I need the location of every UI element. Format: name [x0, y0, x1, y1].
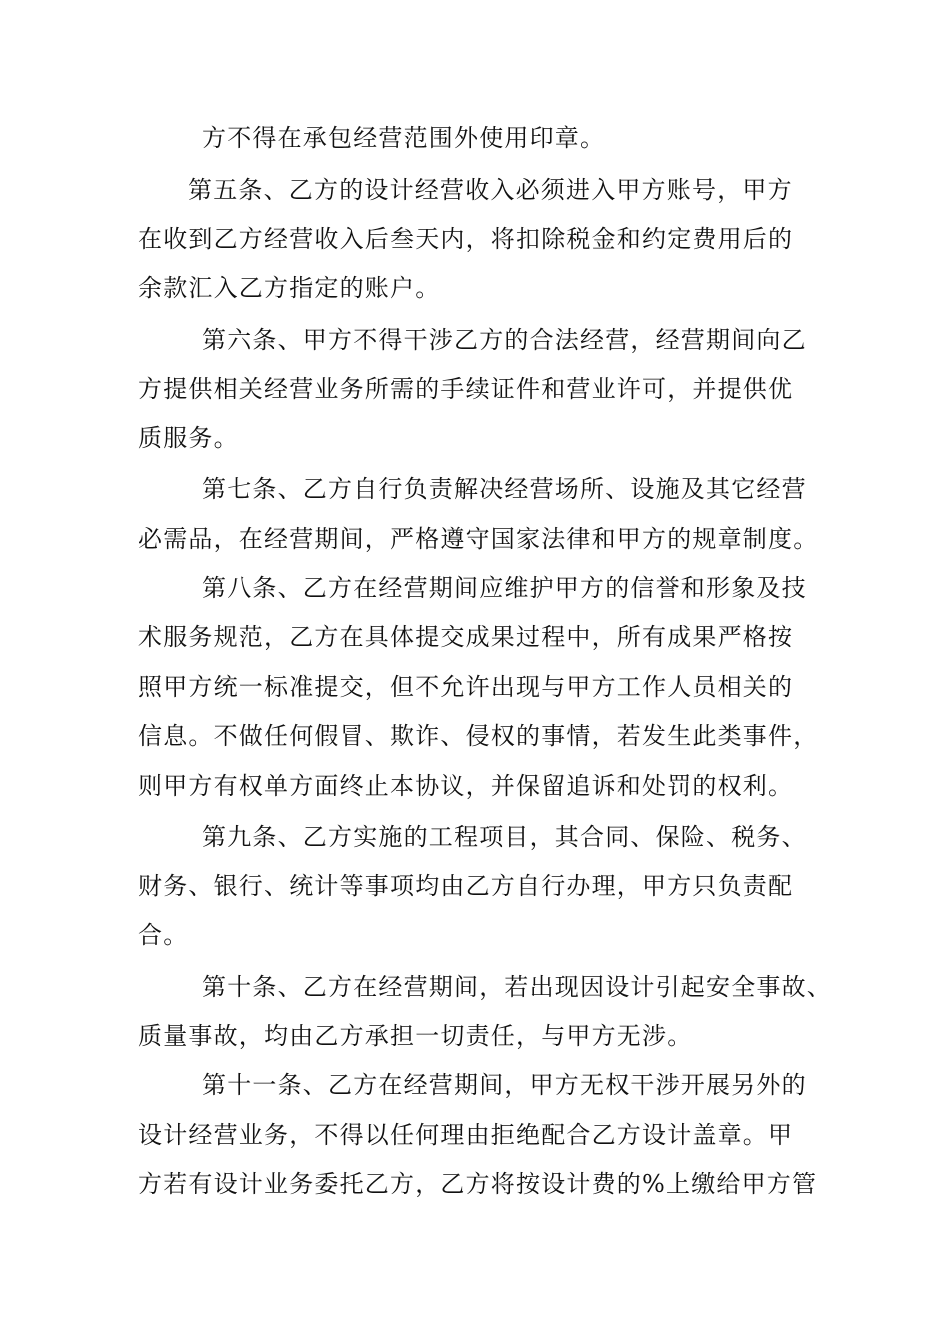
text-line: 信息。不做任何假冒、欺诈、侵权的事情，若发生此类事件，: [138, 722, 819, 750]
text-line: 第七条、乙方自行负责解决经营场所、设施及其它经营: [202, 475, 807, 503]
text-line: 方不得在承包经营范围外使用印章。: [202, 124, 606, 152]
text-line: 照甲方统一标准提交，但不允许出现与甲方工作人员相关的: [138, 673, 794, 701]
text-line: 第五条、乙方的设计经营收入必须进入甲方账号，甲方: [188, 176, 793, 204]
text-line: 术服务规范，乙方在具体提交成果过程中，所有成果严格按: [138, 623, 794, 651]
text-line: 第九条、乙方实施的工程项目，其合同、保险、税务、: [202, 823, 807, 851]
text-line: 则甲方有权单方面终止本协议，并保留追诉和处罚的权利。: [138, 772, 794, 800]
text-line: 第十一条、乙方在经营期间，甲方无权干涉开展另外的: [202, 1071, 807, 1099]
text-line: 第六条、甲方不得干涉乙方的合法经营，经营期间向乙: [202, 326, 807, 354]
text-line: 余款汇入乙方指定的账户。: [138, 274, 441, 302]
text-line: 在收到乙方经营收入后叁天内，将扣除税金和约定费用后的: [138, 225, 794, 253]
text-line: 合。: [138, 921, 189, 949]
text-line: 第八条、乙方在经营期间应维护甲方的信誉和形象及技: [202, 574, 807, 602]
text-line: 设计经营业务，不得以任何理由拒绝配合乙方设计盖章。甲: [138, 1121, 794, 1149]
text-line: 方若有设计业务委托乙方，乙方将按设计费的%上缴给甲方管: [138, 1170, 818, 1198]
text-line: 必需品，在经营期间，严格遵守国家法律和甲方的规章制度。: [138, 525, 819, 553]
text-line: 质量事故，均由乙方承担一切责任，与甲方无涉。: [138, 1022, 693, 1050]
text-line: 第十条、乙方在经营期间，若出现因设计引起安全事故、: [202, 973, 832, 1001]
text-line: 财务、银行、统计等事项均由乙方自行办理，甲方只负责配: [138, 872, 794, 900]
text-line: 方提供相关经营业务所需的手续证件和营业许可，并提供优: [138, 375, 794, 403]
text-line: 质服务。: [138, 424, 239, 452]
